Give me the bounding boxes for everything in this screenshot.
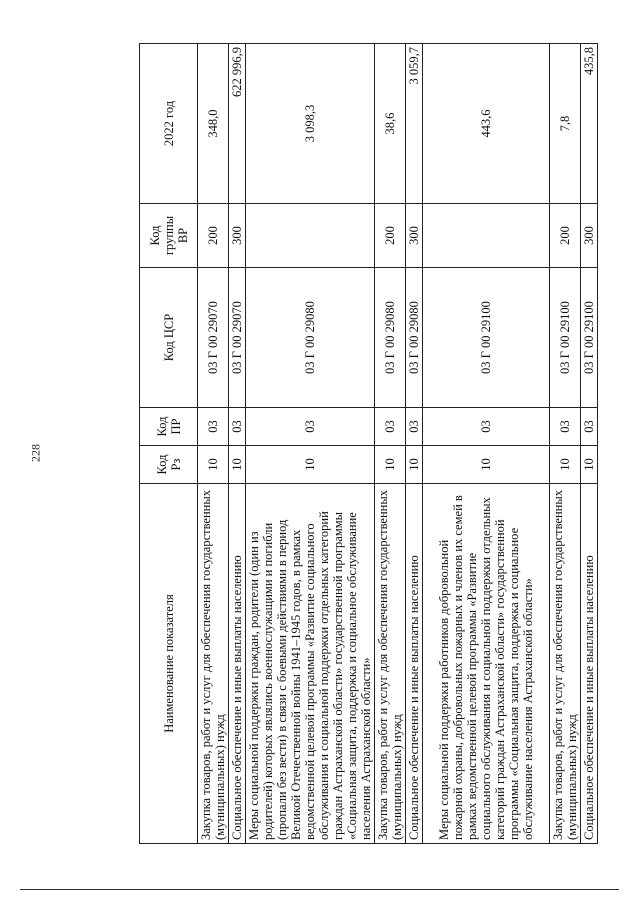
row-rz: 10 (423, 446, 550, 484)
row-csr: 03 Г 00 29080 (246, 268, 375, 408)
row-amount: 3 098,3 (246, 44, 375, 204)
row-vr: 200 (198, 204, 229, 268)
table-row (229, 44, 246, 844)
row-pr: 03 (550, 408, 581, 446)
row-name: Закупка товаров, работ и услуг для обеспечения государственных (муниципальных) нужд (375, 484, 406, 844)
rotated-table-wrapper (139, 44, 596, 844)
row-pr: 03 (423, 408, 550, 446)
row-rz: 10 (229, 446, 246, 484)
row-amount: 3 059,7 (406, 44, 423, 204)
row-name: Меры социальной поддержки граждан, родители (один из родителей) которых являлись военнослужащими и погибли (пропали без вести) в связи с боевыми действиями в период Великой Отечественной войны 1941–1945 годов, в рамках ведомственной целевой программы «Развитие социального обслуживания и социальной поддержки отдельных категорий граждан Астраханской области» государственной программы «Социальная защита, поддержка и социальное обслуживание населения Астраханской области» (246, 484, 375, 844)
row-csr: 03 Г 00 29070 (198, 268, 229, 408)
row-vr: 200 (375, 204, 406, 268)
row-name: Меры социальной поддержки работников добровольной пожарной охраны, добровольных пожарных и членов их семей в рамках ведомственной целевой программы «Развитие социального обслуживания и социальной поддержки отдельных категорий граждан Астраханской области» государственной программы «Социальная защита, поддержка и социальное обслуживание населения Астраханской области» (423, 484, 550, 844)
header-row (140, 44, 198, 844)
row-rz: 10 (375, 446, 406, 484)
row-amount: 435,8 (581, 44, 598, 204)
table-row (423, 44, 550, 844)
row-pr: 03 (406, 408, 423, 446)
row-amount: 443,6 (423, 44, 550, 204)
row-pr: 03 (198, 408, 229, 446)
row-rz: 10 (246, 446, 375, 484)
table-row (550, 44, 581, 844)
row-name: Закупка товаров, работ и услуг для обеспечения государственных (муниципальных) нужд (198, 484, 229, 844)
row-amount: 348,0 (198, 44, 229, 204)
row-pr: 03 (229, 408, 246, 446)
row-vr: 300 (581, 204, 598, 268)
row-pr: 03 (246, 408, 375, 446)
header-vr: Код группы ВР (140, 204, 198, 268)
row-amount: 7,8 (550, 44, 581, 204)
row-pr: 03 (375, 408, 406, 446)
row-csr: 03 Г 00 29080 (406, 268, 423, 408)
row-csr: 03 Г 00 29100 (550, 268, 581, 408)
table-row (581, 44, 598, 844)
row-rz: 10 (198, 446, 229, 484)
row-amount: 38,6 (375, 44, 406, 204)
table-row (246, 44, 375, 844)
header-csr: Код ЦСР (140, 268, 198, 408)
row-vr: 300 (406, 204, 423, 268)
header-pr: Код ПР (140, 408, 198, 446)
row-name: Социальное обеспечение и иные выплаты населению (406, 484, 423, 844)
budget-table (139, 43, 598, 844)
page-number: 228 (28, 444, 43, 462)
row-csr: 03 Г 00 29100 (581, 268, 598, 408)
bottom-rule (20, 889, 619, 890)
row-csr: 03 Г 00 29070 (229, 268, 246, 408)
row-csr: 03 Г 00 29080 (375, 268, 406, 408)
row-rz: 10 (406, 446, 423, 484)
row-pr: 03 (581, 408, 598, 446)
row-rz: 10 (550, 446, 581, 484)
header-name: Наименование показателя (140, 484, 198, 844)
row-csr: 03 Г 00 29100 (423, 268, 550, 408)
table-row (198, 44, 229, 844)
header-rz: Код Рз (140, 446, 198, 484)
header-year: 2022 год (140, 44, 198, 204)
row-name: Закупка товаров, работ и услуг для обеспечения государственных (муниципальных) нужд (550, 484, 581, 844)
table-row (375, 44, 406, 844)
row-name: Социальное обеспечение и иные выплаты населению (229, 484, 246, 844)
row-rz: 10 (581, 446, 598, 484)
row-vr: 300 (229, 204, 246, 268)
row-name: Социальное обеспечение и иные выплаты населению (581, 484, 598, 844)
row-vr (246, 204, 375, 268)
row-amount: 622 996,9 (229, 44, 246, 204)
row-vr (423, 204, 550, 268)
table-row (406, 44, 423, 844)
row-vr: 200 (550, 204, 581, 268)
